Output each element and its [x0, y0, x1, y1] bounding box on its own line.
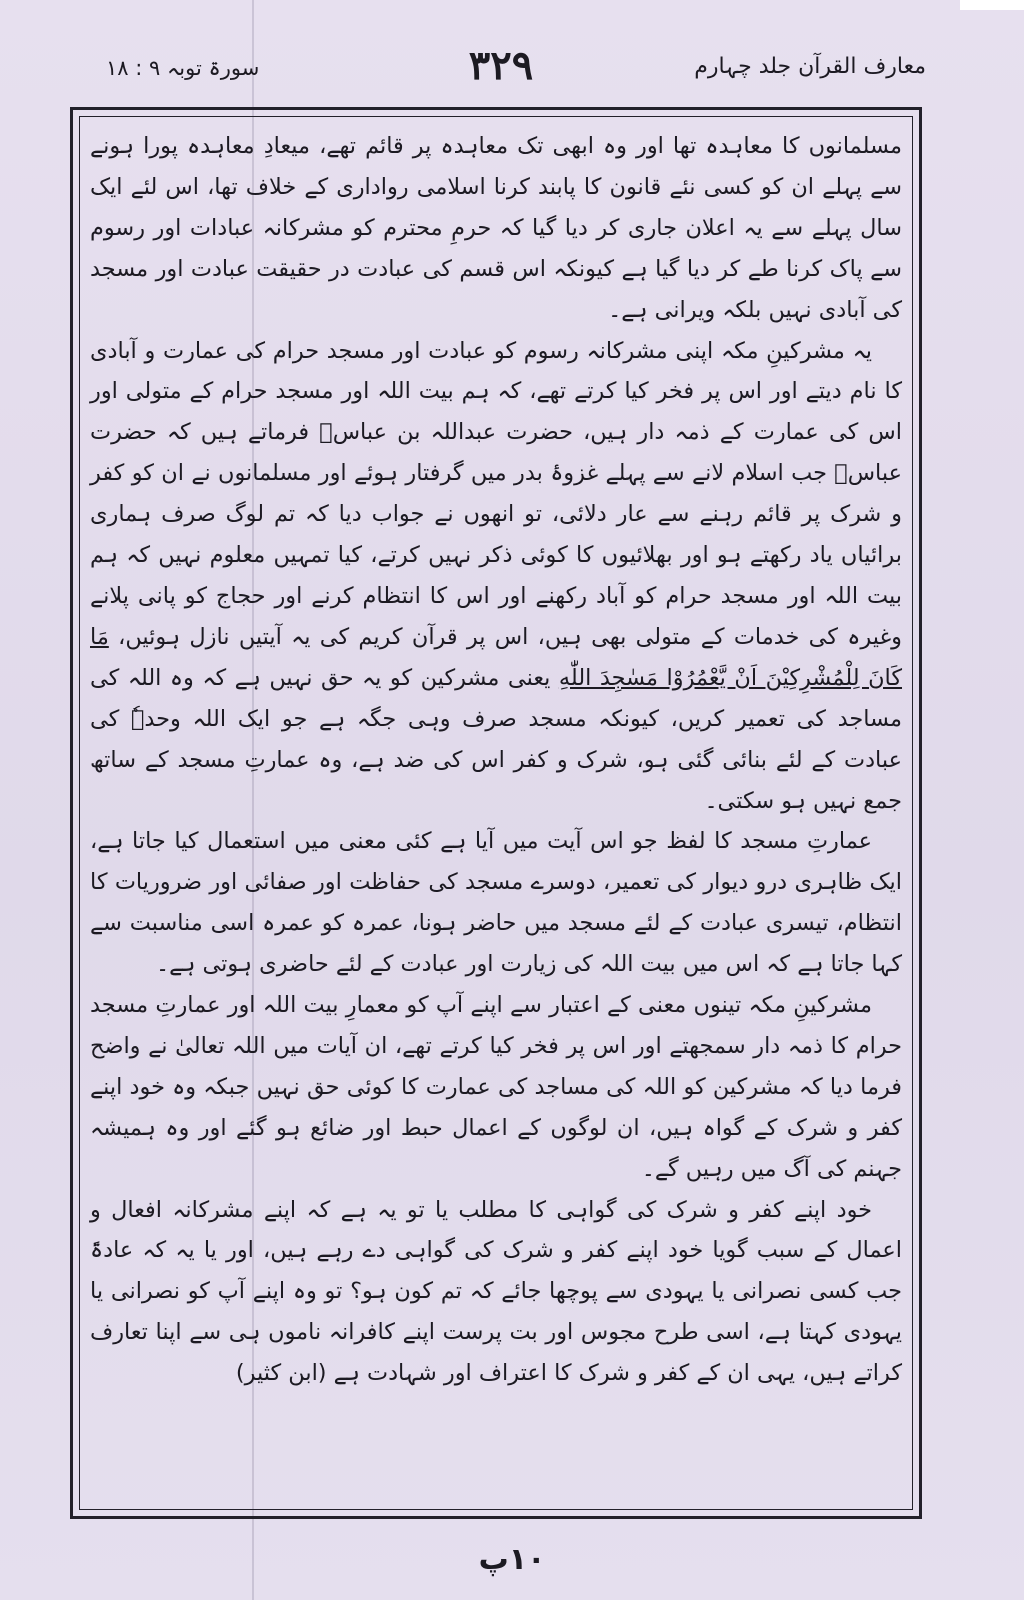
- footer-mark: ۱۰پ: [478, 1542, 546, 1577]
- paragraph-5: خود اپنے کفر و شرک کی گواہی کا مطلب یا تو یہ ہے کہ اپنے مشرکانہ افعال و اعمال کے سبب گویا خود اپنے کفر و شرک کی گواہی دے رہے ہیں، اور یا یہ کہ عادۃً جب کسی نصرانی یا یہودی سے پوچھا جائے کہ تم کون ہو؟ تو وہ اپنے آپ کو نصرانی یا یہودی کہتا ہے، اسی طرح مجوس اور بت پرست اپنے کافرانہ ناموں ہی سے اپنا تعارف کراتے ہیں، یہی ان کے کفر و شرک کا اعتراف اور شہادت ہے (ابن کثیر): [90, 1196, 902, 1387]
- paragraph-2: [90, 331, 902, 822]
- paragraph-1: مسلمانوں کا معاہدہ تھا اور وہ ابھی تک معاہدہ پر قائم تھے، میعادِ معاہدہ پورا ہونے سے پہلے ان کو کسی نئے قانون کا پابند کرنا اسلامی رواداری کے خلاف تھا، اس لئے ایک سال پہلے سے یہ اعلان جاری کر دیا گیا کہ حرمِ محترم کو مشرکانہ عبادات اور رسوم سے پاک کرنا طے کر دیا گیا ہے کیونکہ اس قسم کی عبادت در حقیقت عبادت اور مسجد کی آبادی نہیں بلکہ ویرانی ہے۔: [90, 133, 902, 323]
- page-number: ۳۲۹: [468, 42, 534, 89]
- paragraph-4: مشرکینِ مکہ تینوں معنی کے اعتبار سے اپنے آپ کو معمارِ بیت اللہ اور عمارتِ مسجد حرام کا ذمہ دار سمجھتے اور اس پر فخر کیا کرتے تھے، ان آیات میں اللہ تعالیٰ نے واضح فرما دیا کہ مشرکین کو اللہ کی مساجد کی عمارت کا کوئی حق نہیں جبکہ وہ خود اپنے کفر و شرک کے گواہ ہیں، ان لوگوں کے اعمال حبط اور ضائع ہو گئے اور وہ ہمیشہ جہنم کی آگ میں رہیں گے۔: [90, 992, 902, 1182]
- scan-corner: [960, 0, 1024, 10]
- page-header: [76, 42, 926, 94]
- book-title: معارف القرآن جلد چہارم: [694, 54, 926, 79]
- surah-reference: سورۃ توبہ ۹ : ۱۸: [106, 56, 260, 80]
- quran-verse: مَا كَانَ لِلْمُشْرِكِيْنَ اَنْ يَّعْمُرُوْا مَسٰجِدَ اللّٰهِ: [90, 623, 902, 691]
- body-text: [90, 126, 902, 1504]
- paragraph-2-text: یہ مشرکینِ مکہ اپنی مشرکانہ رسوم کو عبادت اور مسجد حرام کی عمارت و آبادی کا نام دیتے اور اس پر فخر کیا کرتے تھے، کہ ہم بیت اللہ اور مسجد حرام کے متولی اور اس کی عمارت کے ذمہ دار ہیں، حضرت عبداللہ بن عباسؓ فرماتے ہیں کہ حضرت عباسؓ جب اسلام لانے سے پہلے غزوۂ بدر میں گرفتار ہوئے اور مسلمانوں نے ان کو کفر و شرک پر قائم رہنے سے عار دلائی، تو انھوں نے جواب دیا کہ تم لوگ صرف ہماری برائیاں یاد رکھتے ہو اور بھلائیوں کا کوئی ذکر نہیں کرتے، کیا تمہیں معلوم نہیں کہ ہم بیت اللہ اور مسجد حرام کو آباد رکھنے اور اس کا انتظام کرنے اور حجاج کو پانی پلانے وغیرہ کی خدمات کے متولی بھی ہیں، اس پر قرآن کریم کی یہ آیتیں نازل ہوئیں،: [90, 337, 902, 650]
- verse-translation: یعنی مشرکین کو یہ حق نہیں ہے کہ وہ اللہ کی مساجد کی تعمیر کریں، کیونکہ مسجد صرف وہی جگہ ہے جو ایک اللہ وحدہٗ کی عبادت کے لئے بنائی گئی ہو، شرک و کفر اس کی ضد ہے، وہ عمارتِ مسجد کے ساتھ جمع نہیں ہو سکتی۔: [90, 664, 902, 814]
- paragraph-3: عمارتِ مسجد کا لفظ جو اس آیت میں آیا ہے کئی معنی میں استعمال کیا جاتا ہے، ایک ظاہری درو دیوار کی تعمیر، دوسرے مسجد کی حفاظت اور صفائی اور ضروریات کا انتظام، تیسری عبادت کے لئے مسجد میں حاضر ہونا، عمرہ کو عمرہ اسی مناسبت سے کہا جاتا ہے کہ اس میں بیت اللہ کی زیارت اور عبادت کے لئے حاضری ہوتی ہے۔: [90, 828, 902, 978]
